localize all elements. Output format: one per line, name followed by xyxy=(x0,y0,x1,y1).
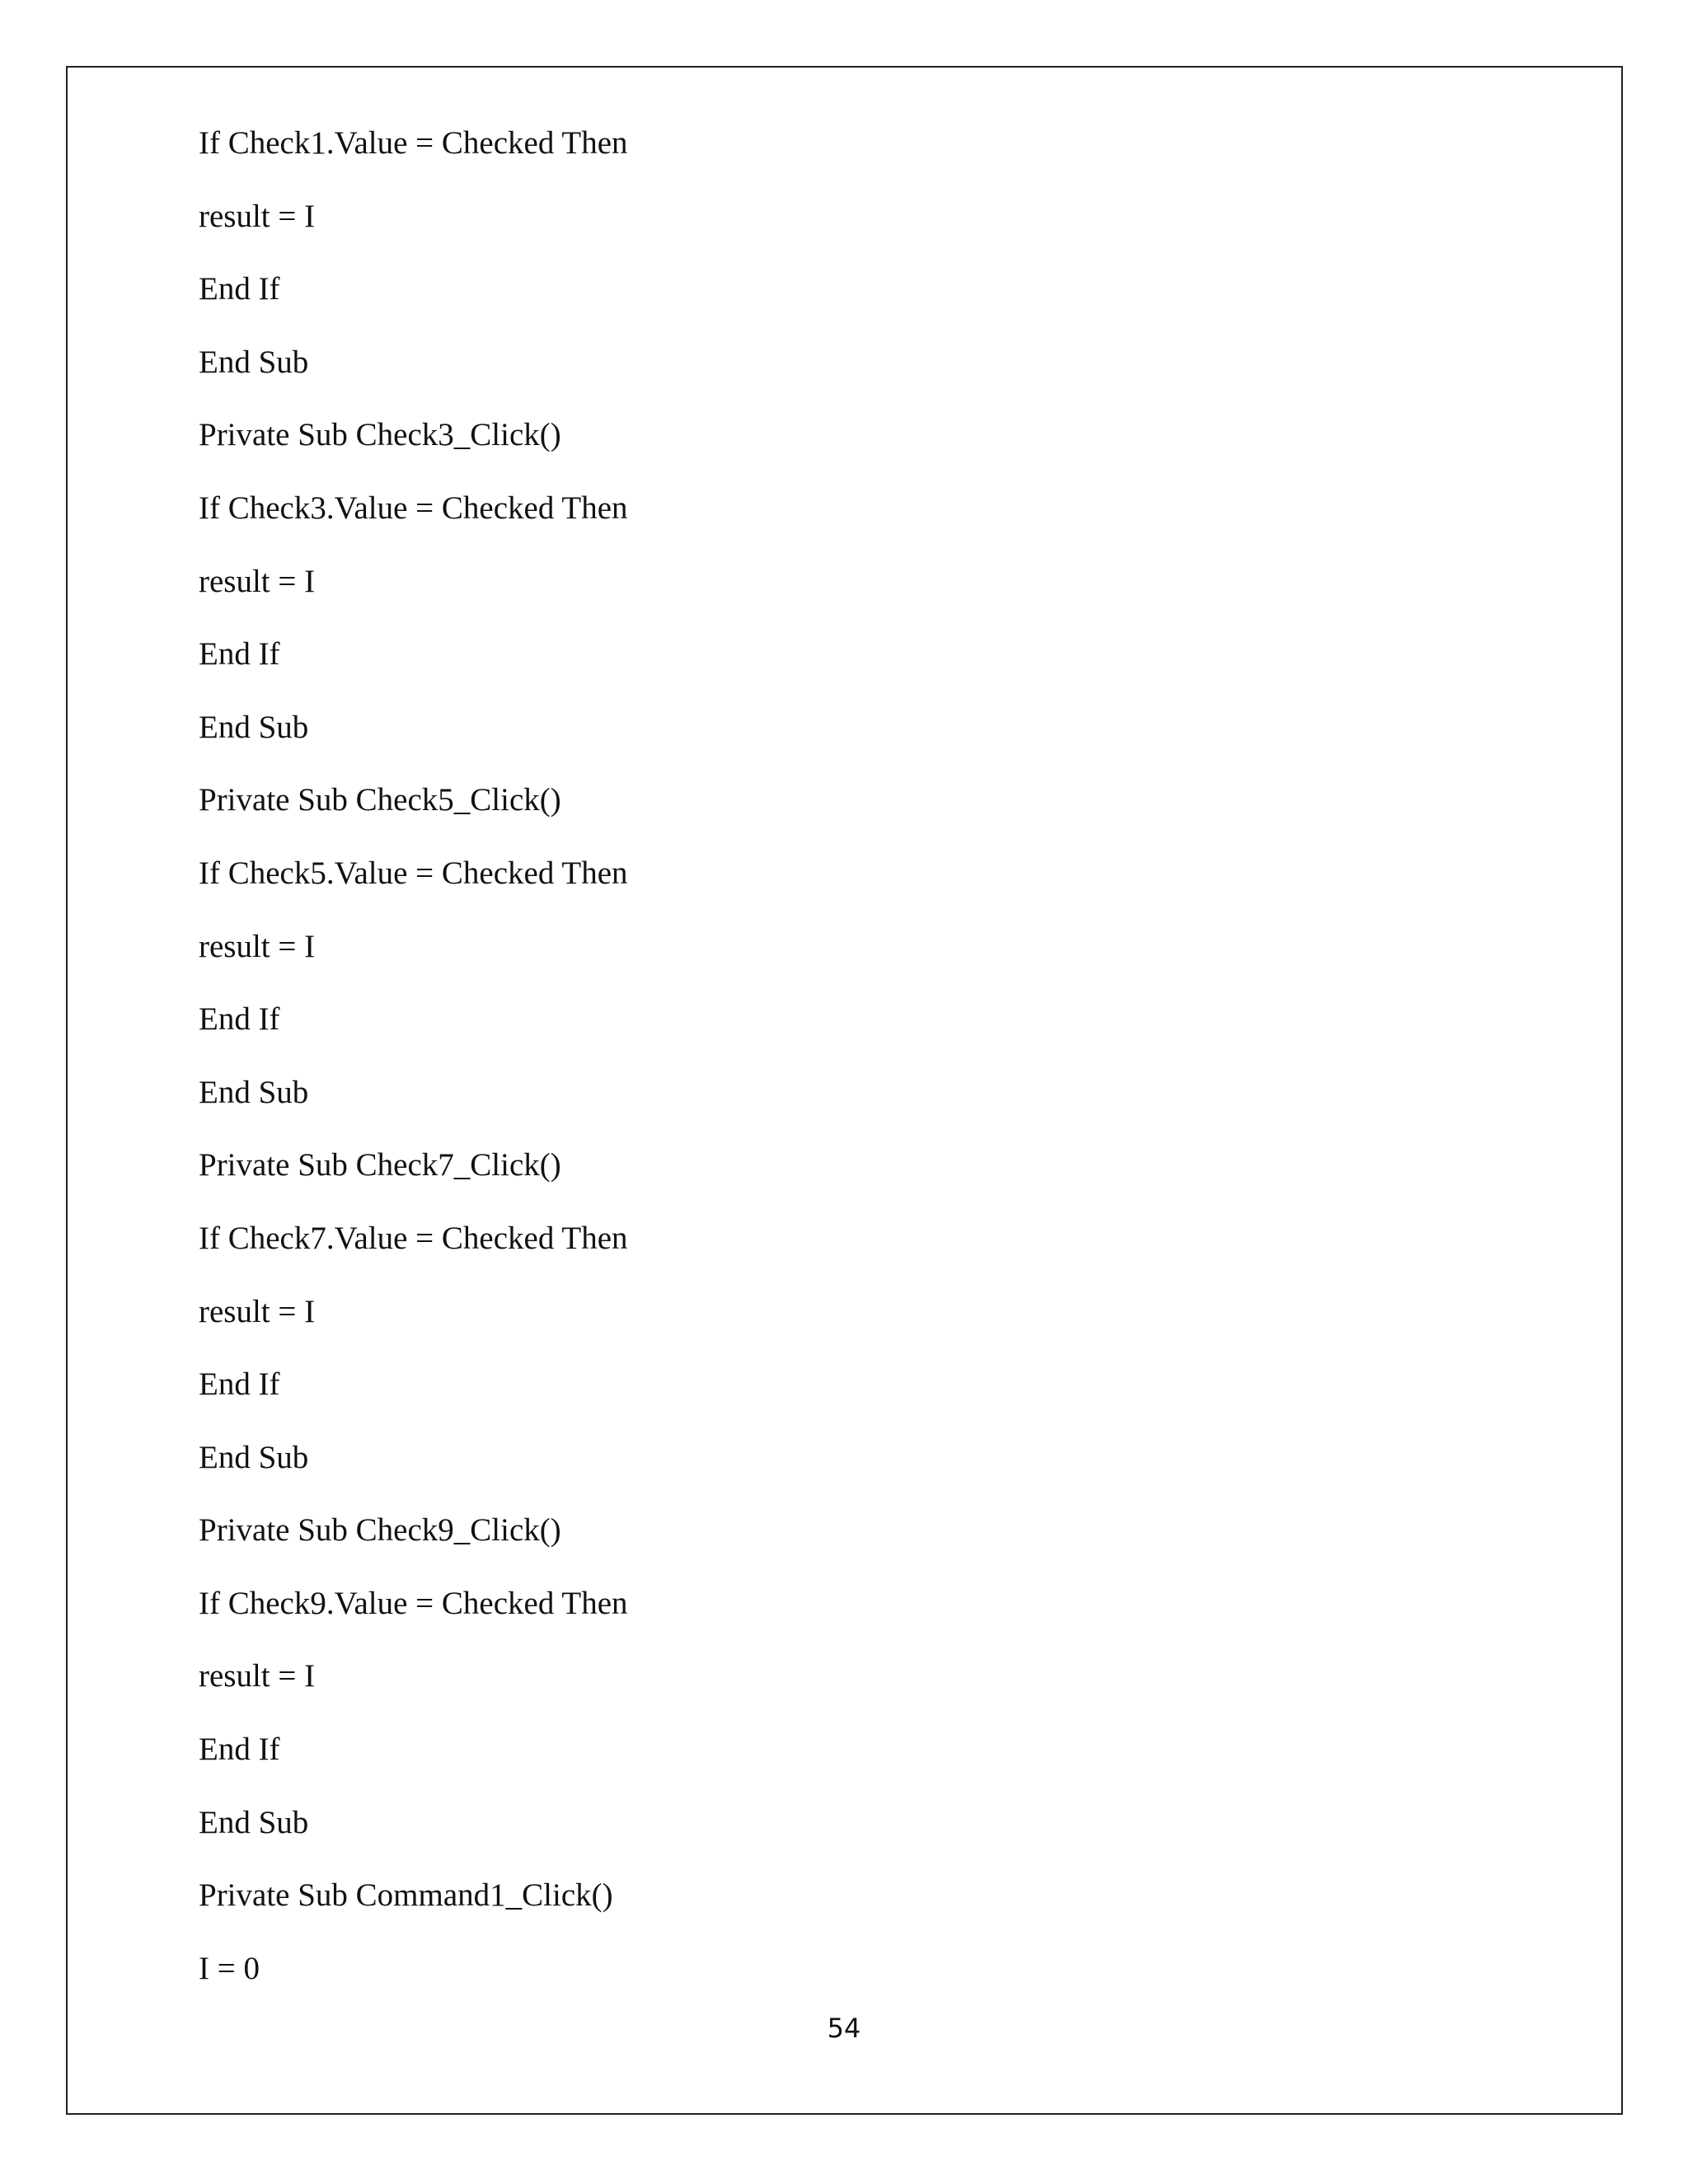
code-line-4: End Sub xyxy=(199,344,309,380)
code-listing xyxy=(199,107,628,2005)
code-line-25: Private Sub Command1_Click() xyxy=(199,1877,613,1914)
code-line-26: I = 0 xyxy=(199,1950,260,1986)
code-line-7: result = I xyxy=(199,563,316,599)
code-line-15: Private Sub Check7_Click() xyxy=(199,1147,561,1183)
code-line-20: Private Sub Check9_Click() xyxy=(199,1512,561,1549)
code-line-8: End If xyxy=(199,636,280,673)
code-line-22: result = I xyxy=(199,1658,316,1694)
code-line-9: End Sub xyxy=(199,709,309,745)
code-line-13: End If xyxy=(199,1001,280,1038)
code-line-10: Private Sub Check5_Click() xyxy=(199,782,561,818)
code-line-1: If Check1.Value = Checked Then xyxy=(199,125,628,161)
code-line-11: If Check5.Value = Checked Then xyxy=(199,855,628,891)
code-line-16: If Check7.Value = Checked Then xyxy=(199,1220,628,1256)
code-line-17: result = I xyxy=(199,1293,316,1329)
code-line-12: result = I xyxy=(199,928,316,964)
code-line-24: End Sub xyxy=(199,1804,309,1840)
code-line-23: End If xyxy=(199,1732,280,1768)
code-line-2: result = I xyxy=(199,198,316,234)
code-line-5: Private Sub Check3_Click() xyxy=(199,417,561,453)
page-number: 54 xyxy=(827,2013,861,2044)
code-line-21: If Check9.Value = Checked Then xyxy=(199,1585,628,1621)
code-line-3: End If xyxy=(199,271,280,307)
code-line-14: End Sub xyxy=(199,1074,309,1110)
code-line-18: End If xyxy=(199,1366,280,1403)
code-line-6: If Check3.Value = Checked Then xyxy=(199,490,628,526)
code-line-19: End Sub xyxy=(199,1439,309,1475)
